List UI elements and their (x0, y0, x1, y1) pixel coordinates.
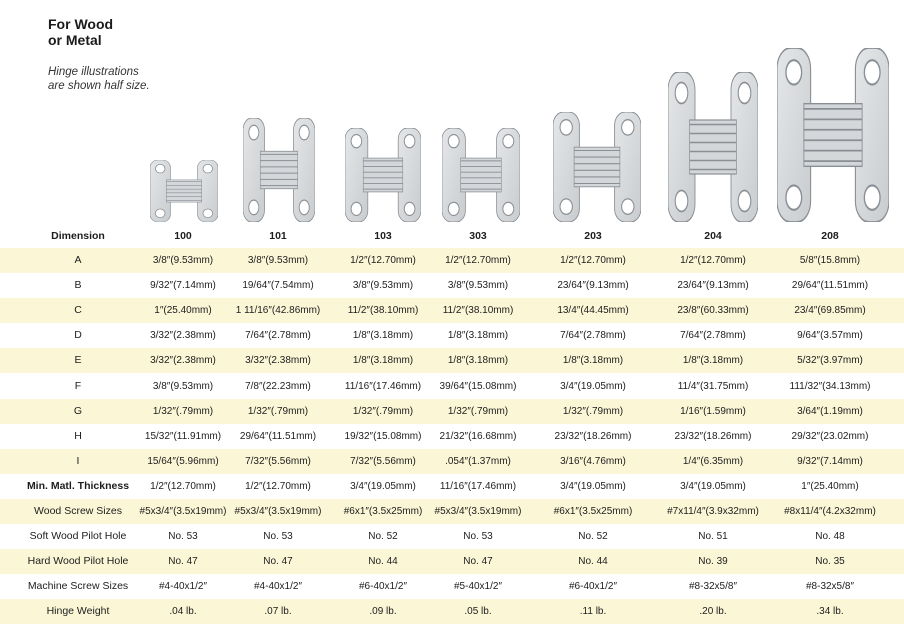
table-cell: 3/8″(9.53mm) (247, 255, 309, 266)
table-cell: 1/32″(.79mm) (247, 405, 309, 417)
table-cell: 1/8″(3.18mm) (682, 355, 744, 367)
table-cell: 1″(25.40mm) (801, 480, 859, 492)
header-model-103: 103 (374, 230, 392, 242)
table-cell: #6-40x1/2″ (358, 581, 408, 593)
table-row (0, 348, 904, 373)
row-label: H (74, 429, 82, 442)
table-cell: 111/32″(34.13mm) (789, 380, 871, 392)
table-cell: 23/64″(9.13mm) (677, 280, 749, 292)
table-cell: 11/16″(17.46mm) (344, 380, 422, 392)
table-cell: 1/8″(3.18mm) (447, 355, 509, 367)
table-cell: #8-32x5/8″ (688, 581, 738, 593)
table-cell: #4-40x1/2″ (158, 581, 208, 593)
table-row (0, 298, 904, 323)
table-row (0, 424, 904, 449)
table-cell: 1/8″(3.18mm) (352, 355, 414, 367)
table-cell: 29/64″(11.51mm) (791, 280, 869, 292)
row-label: I (76, 454, 80, 467)
table-cell: 3/4″(19.05mm) (560, 480, 626, 492)
row-label: A (74, 254, 82, 266)
table-cell: 5/32″(3.97mm) (797, 355, 863, 367)
table-cell: No. 47 (168, 556, 198, 568)
hinge-103-image (345, 128, 421, 222)
table-cell: 1/32″(.79mm) (447, 405, 509, 417)
table-cell: .05 lb. (464, 606, 492, 618)
table-cell: 7/64″(2.78mm) (560, 330, 626, 342)
table-row (0, 474, 904, 499)
header-model-303: 303 (469, 230, 487, 242)
hinge-100-image (150, 160, 218, 222)
row-label: E (74, 354, 82, 367)
header-model-204: 204 (704, 230, 722, 242)
table-cell: #6x1″(3.5x25mm) (343, 506, 423, 517)
table-cell: 11/2″(38.10mm) (442, 305, 514, 317)
table-row (0, 449, 904, 474)
table-cell: 1/2″(12.70mm) (445, 255, 511, 266)
table-cell: .04 lb. (169, 606, 197, 618)
table-cell: 3/32″(2.38mm) (245, 355, 311, 367)
table-cell: No. 48 (815, 531, 845, 543)
table-cell: 1/32″(.79mm) (352, 405, 414, 417)
table-cell: 23/64″(9.13mm) (557, 280, 629, 292)
table-cell: No. 53 (463, 531, 493, 543)
header-model-101: 101 (269, 230, 287, 242)
row-label: Wood Screw Sizes (34, 505, 122, 517)
table-cell: 1/8″(3.18mm) (562, 355, 624, 367)
table-cell: 11/4″(31.75mm) (677, 380, 749, 392)
table-cell: #8-32x5/8″ (805, 581, 855, 593)
table-cell: 19/64″(7.54mm) (242, 280, 314, 292)
table-cell: 1/2″(12.70mm) (150, 480, 216, 492)
note-line-2: are shown half size. (48, 80, 150, 92)
hinge-204-image (668, 72, 758, 222)
spec-table (0, 248, 904, 628)
table-cell: 3/4″(19.05mm) (350, 480, 416, 492)
table-row (0, 524, 904, 549)
table-cell: 23/32″(18.26mm) (674, 430, 752, 442)
hinge-208-image (777, 48, 889, 222)
table-cell: #5x3/4″(3.5x19mm) (234, 506, 322, 517)
table-cell: 7/64″(2.78mm) (680, 330, 746, 342)
table-cell: 3/16″(4.76mm) (560, 455, 626, 467)
row-label: Machine Screw Sizes (27, 580, 129, 593)
table-cell: 1/2″(12.70mm) (350, 255, 416, 266)
row-label: C (74, 304, 82, 317)
table-cell: No. 39 (698, 556, 728, 568)
table-cell: 1/32″(.79mm) (152, 405, 214, 417)
table-cell: 1/2″(12.70mm) (560, 255, 626, 266)
table-cell: 1/2″(12.70mm) (245, 480, 311, 492)
table-cell: 29/64″(11.51mm) (239, 430, 317, 442)
header-model-100: 100 (174, 230, 192, 242)
table-cell: 7/8″(22.23mm) (245, 380, 311, 392)
table-cell: #5x3/4″(3.5x19mm) (139, 506, 227, 517)
table-cell: #6-40x1/2″ (568, 581, 618, 593)
table-cell: 1/16″(1.59mm) (680, 405, 746, 417)
table-cell: 11/2″(38.10mm) (347, 305, 419, 317)
table-cell: No. 52 (578, 531, 608, 543)
table-cell: 29/32″(23.02mm) (791, 430, 869, 442)
table-cell: 1/8″(3.18mm) (447, 330, 509, 342)
header-model-208: 208 (821, 230, 839, 242)
table-cell: 11/16″(17.46mm) (439, 480, 517, 492)
table-row (0, 374, 904, 399)
table-cell: .054″(1.37mm) (445, 455, 511, 467)
table-cell: 1/8″(3.18mm) (352, 330, 414, 342)
table-cell: 23/8″(60.33mm) (677, 305, 749, 317)
row-label: G (73, 404, 83, 417)
table-cell: .20 lb. (699, 606, 727, 618)
table-cell: No. 44 (578, 556, 608, 568)
table-row (0, 499, 904, 524)
table-cell: 3/8″(9.53mm) (152, 380, 214, 392)
table-cell: 9/64″(3.57mm) (797, 330, 863, 342)
table-cell: .34 lb. (816, 606, 844, 618)
table-cell: No. 51 (698, 531, 728, 543)
table-cell: 3/8″(9.53mm) (152, 255, 214, 266)
table-cell: 15/64″(5.96mm) (147, 455, 219, 467)
table-cell: 19/32″(15.08mm) (344, 430, 422, 442)
row-label: F (74, 379, 82, 392)
table-cell: 3/4″(19.05mm) (560, 380, 626, 392)
hinge-203-image (553, 112, 641, 222)
row-label: B (74, 279, 82, 292)
table-cell: 3/32″(2.38mm) (150, 355, 216, 367)
note-line-1: Hinge illustrations (48, 66, 139, 78)
table-cell: 7/64″(2.78mm) (245, 330, 311, 342)
table-cell: 21/32″(16.68mm) (439, 430, 517, 442)
table-cell: 1″(25.40mm) (154, 305, 212, 317)
title-line-2: or Metal (48, 32, 102, 48)
row-label: Hard Wood Pilot Hole (27, 555, 129, 568)
table-row (0, 323, 904, 348)
table-row (0, 549, 904, 574)
table-cell: 3/8″(9.53mm) (447, 280, 509, 292)
header-model-203: 203 (584, 230, 602, 242)
table-cell: 3/8″(9.53mm) (352, 280, 414, 292)
table-cell: No. 53 (263, 531, 293, 543)
table-row (0, 248, 904, 273)
row-label: D (74, 329, 82, 342)
table-cell: 13/4″(44.45mm) (557, 305, 629, 317)
table-cell: 1 11/16″(42.86mm) (235, 305, 321, 317)
row-label: Soft Wood Pilot Hole (29, 530, 127, 543)
row-label: Min. Matl. Thickness (26, 479, 130, 492)
table-cell: #4-40x1/2″ (253, 581, 303, 593)
table-cell: No. 44 (368, 556, 398, 568)
table-cell: 23/4″(69.85mm) (794, 305, 866, 317)
table-cell: 1/4″(6.35mm) (682, 455, 744, 467)
table-row (0, 399, 904, 424)
table-cell: 23/32″(18.26mm) (554, 430, 632, 442)
table-cell: #5-40x1/2″ (453, 581, 503, 593)
table-cell: #5x3/4″(3.5x19mm) (434, 506, 522, 517)
table-cell: 39/64″(15.08mm) (439, 380, 517, 392)
table-cell: No. 35 (815, 556, 845, 568)
hinge-101-image (243, 118, 315, 222)
table-cell: 1/32″(.79mm) (562, 405, 624, 417)
table-cell: #8x11/4″(4.2x32mm) (784, 506, 876, 517)
table-cell: 3/32″(2.38mm) (150, 330, 216, 342)
title-line-1: For Wood (48, 16, 114, 32)
table-cell: 5/8″(15.8mm) (799, 255, 861, 266)
table-cell: #7x11/4″(3.9x32mm) (667, 506, 759, 517)
table-cell: 15/32″(11.91mm) (144, 430, 222, 442)
table-row (0, 599, 904, 624)
table-cell: .07 lb. (264, 606, 292, 618)
table-cell: .09 lb. (369, 606, 397, 618)
header-dimension: Dimension (51, 230, 105, 242)
table-cell: 9/32″(7.14mm) (150, 280, 216, 292)
hinge-303-image (442, 128, 520, 222)
table-cell: 7/32″(5.56mm) (245, 455, 311, 467)
table-cell: 1/2″(12.70mm) (680, 255, 746, 266)
table-cell: 3/4″(19.05mm) (680, 480, 746, 492)
table-header-row (0, 226, 904, 246)
row-label: Hinge Weight (46, 605, 110, 618)
hinge-illustrations (0, 0, 904, 228)
table-row (0, 273, 904, 298)
table-cell: No. 47 (263, 556, 293, 568)
table-cell: No. 52 (368, 531, 398, 543)
table-cell: #6x1″(3.5x25mm) (553, 506, 633, 517)
table-cell: No. 53 (168, 531, 198, 543)
table-cell: 9/32″(7.14mm) (797, 455, 863, 467)
table-cell: .11 lb. (579, 606, 607, 618)
table-row (0, 574, 904, 599)
table-cell: No. 47 (463, 556, 493, 568)
table-cell: 3/64″(1.19mm) (797, 405, 863, 417)
table-cell: 7/32″(5.56mm) (350, 455, 416, 467)
